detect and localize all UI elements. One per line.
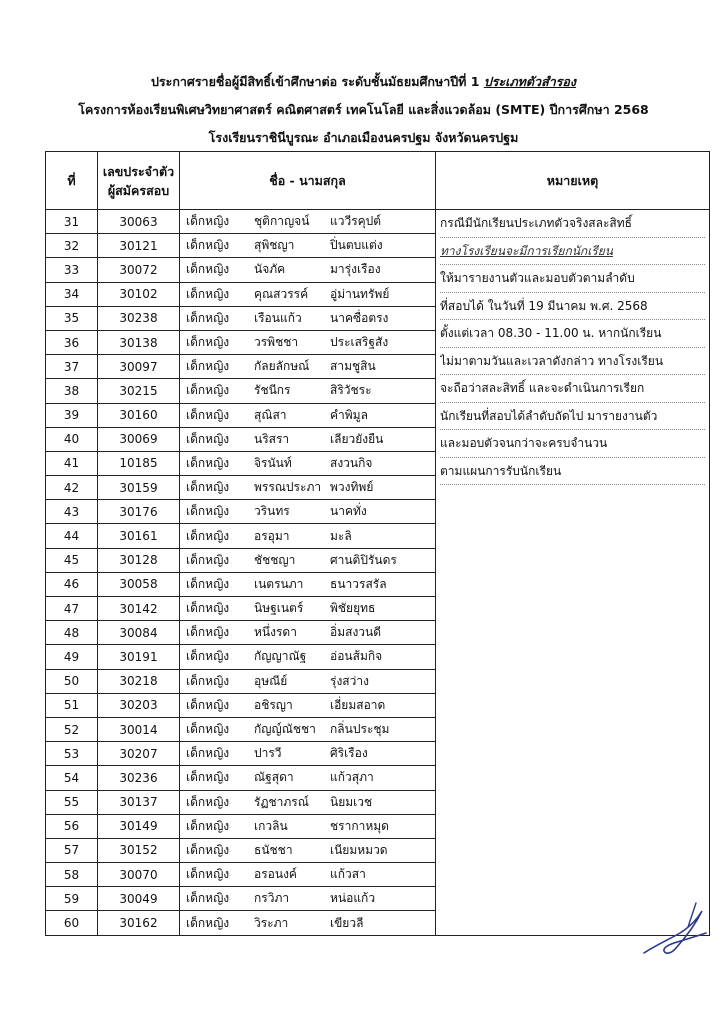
name-first: กัญญ์ณัชชา: [254, 722, 316, 737]
name-title: เด็กหญิง: [186, 673, 230, 688]
name-first: นริสรา: [254, 431, 290, 446]
row-number: 47: [46, 597, 98, 621]
name-last: เอี่ยมสอาด: [330, 697, 386, 712]
row-number: 49: [46, 645, 98, 669]
row-number: 58: [46, 863, 98, 887]
name-first: วิระภา: [254, 915, 289, 930]
applicant-id: 30072: [98, 258, 180, 282]
applicant-name: [180, 258, 436, 282]
name-title: เด็กหญิง: [186, 455, 230, 470]
applicant-name: [180, 234, 436, 258]
table-row: [46, 210, 710, 234]
name-first: หนึ่งรดา: [254, 625, 297, 640]
applicant-name: [180, 572, 436, 596]
row-number: 35: [46, 306, 98, 330]
name-last: พวงทิพย์: [330, 480, 374, 495]
name-last: เนียมหมวด: [330, 842, 388, 857]
applicant-id: 30014: [98, 717, 180, 741]
name-title: เด็กหญิง: [186, 214, 230, 229]
name-first: รัชนีกร: [254, 383, 291, 398]
applicant-name: [180, 427, 436, 451]
name-title: เด็กหญิง: [186, 697, 230, 712]
applicant-id: 30049: [98, 887, 180, 911]
header-remark: หมายเหตุ: [436, 152, 710, 210]
applicant-id: 30191: [98, 645, 180, 669]
applicant-name: [180, 645, 436, 669]
row-number: 34: [46, 282, 98, 306]
name-title: เด็กหญิง: [186, 842, 230, 857]
row-number: 57: [46, 838, 98, 862]
applicant-name: [180, 766, 436, 790]
name-last: นิยมเวช: [330, 794, 373, 809]
remark-line: ทางโรงเรียนจะมีการเรียกนักเรียน: [440, 238, 705, 266]
name-title: เด็กหญิง: [186, 431, 230, 446]
name-first: วรพิชชา: [254, 335, 299, 350]
applicant-name: [180, 790, 436, 814]
applicant-id: 10185: [98, 451, 180, 475]
applicant-id: 30162: [98, 911, 180, 935]
name-title: เด็กหญิง: [186, 552, 230, 567]
remark-line: จะถือว่าสละสิทธิ์ และจะดำเนินการเรียก: [440, 375, 705, 403]
name-title: เด็กหญิง: [186, 359, 230, 374]
name-title: เด็กหญิง: [186, 528, 230, 543]
applicant-id: 30097: [98, 355, 180, 379]
name-title: เด็กหญิง: [186, 891, 230, 906]
name-title: เด็กหญิง: [186, 867, 230, 882]
name-last: ชรากาหมุด: [330, 818, 389, 833]
header-applicant-id: [98, 152, 180, 210]
name-title: เด็กหญิง: [186, 238, 230, 253]
name-last: หน่อแก้ว: [330, 891, 376, 906]
applicant-id: 30069: [98, 427, 180, 451]
row-number: 54: [46, 766, 98, 790]
name-first: อชิรญา: [254, 697, 293, 712]
header-name: ชื่อ - นามสกุล: [180, 152, 436, 210]
name-title: เด็กหญิง: [186, 722, 230, 737]
row-number: 53: [46, 742, 98, 766]
applicant-id: 30207: [98, 742, 180, 766]
name-first: กรวิภา: [254, 891, 290, 906]
name-last: นาคซื่อตรง: [330, 310, 389, 325]
header-id-line-1: เลขประจำตัว: [102, 163, 175, 179]
name-last: สามชูสิน: [330, 359, 376, 374]
name-first: ธนัชชา: [254, 842, 293, 857]
applicant-name: [180, 693, 436, 717]
name-last: สงวนกิจ: [330, 455, 373, 470]
applicant-name: [180, 500, 436, 524]
applicant-name: [180, 403, 436, 427]
applicant-id: 30152: [98, 838, 180, 862]
name-first: นิษฐเนตร์: [254, 601, 304, 616]
applicant-name: [180, 330, 436, 354]
name-first: พรรณประภา: [254, 480, 322, 495]
name-first: วรินทร: [254, 504, 290, 519]
name-first: เกวลิน: [254, 818, 288, 833]
announcement-title: [0, 72, 727, 92]
name-last: มารุ่งเรือง: [330, 262, 381, 277]
applicant-name: [180, 379, 436, 403]
applicant-id: 30238: [98, 306, 180, 330]
program-title: โครงการห้องเรียนพิเศษวิทยาศาสตร์ คณิตศาสตร์ เทคโนโลยี และสิ่งแวดล้อม (SMTE) ปีการศึกษา 2568: [78, 102, 649, 117]
name-last: คำพิมูล: [330, 407, 368, 422]
applicant-name: [180, 210, 436, 234]
applicant-id: 30159: [98, 476, 180, 500]
name-title: เด็กหญิง: [186, 480, 230, 495]
signature: [636, 893, 716, 963]
name-first: กัลยลักษณ์: [254, 359, 310, 374]
name-last: รุ่งสว่าง: [330, 673, 369, 688]
applicant-name: [180, 548, 436, 572]
name-first: สุพิชญา: [254, 238, 295, 253]
remark-cell: [436, 210, 710, 936]
remark-line: กรณีมีนักเรียนประเภทตัวจริงสละสิทธิ์: [440, 210, 705, 238]
name-first: คุณสวรรค์: [254, 286, 309, 301]
applicant-name: [180, 597, 436, 621]
name-last: กลิ่นประชุม: [330, 722, 390, 737]
applicant-name: [180, 306, 436, 330]
name-last: ศานติปิรันดร: [330, 552, 397, 567]
name-first: ชุติกาญจน์: [254, 214, 310, 229]
name-title: เด็กหญิง: [186, 407, 230, 422]
row-number: 59: [46, 887, 98, 911]
applicant-id: 30128: [98, 548, 180, 572]
applicant-id: 30063: [98, 210, 180, 234]
title-line-1: ประกาศรายชื่อผู้มีสิทธิ์เข้าศึกษาต่อ ระดับชั้นมัธยมศึกษาปีที่ 1: [150, 74, 480, 89]
applicant-id: 30161: [98, 524, 180, 548]
applicant-id: 30058: [98, 572, 180, 596]
name-first: จิรนันท์: [254, 455, 292, 470]
name-title: เด็กหญิง: [186, 649, 230, 664]
name-last: อู่ม่านทรัพย์: [330, 286, 390, 301]
name-first: เนตรนภา: [254, 576, 304, 591]
applicant-id: 30236: [98, 766, 180, 790]
applicant-id: 30138: [98, 330, 180, 354]
header-no: ที่: [46, 152, 98, 210]
name-title: เด็กหญิง: [186, 335, 230, 350]
row-number: 32: [46, 234, 98, 258]
name-last: อิ่มสงวนดี: [330, 625, 382, 640]
header-id-line-2: ผู้สมัครสอบ: [107, 182, 170, 198]
name-last: สิริวัชระ: [330, 383, 372, 398]
name-first: ณัฐสุดา: [254, 770, 294, 785]
row-number: 37: [46, 355, 98, 379]
row-number: 55: [46, 790, 98, 814]
name-first: อรอุมา: [254, 528, 290, 543]
applicant-name: [180, 814, 436, 838]
row-number: 51: [46, 693, 98, 717]
row-number: 38: [46, 379, 98, 403]
remark-line: ไม่มาตามวันและเวลาดังกล่าว ทางโรงเรียน: [440, 348, 705, 376]
name-last: นาคทั่ง: [330, 504, 367, 519]
applicant-name: [180, 911, 436, 935]
applicant-name: [180, 742, 436, 766]
applicant-name: [180, 838, 436, 862]
applicant-id: 30142: [98, 597, 180, 621]
applicant-id: 30149: [98, 814, 180, 838]
row-number: 52: [46, 717, 98, 741]
name-last: ศิริเรือง: [330, 746, 368, 761]
name-first: รัฏชาภรณ์: [254, 794, 309, 809]
name-title: เด็กหญิง: [186, 915, 230, 930]
applicant-name: [180, 355, 436, 379]
name-first: กัญญาณัฐ: [254, 649, 307, 664]
applicant-id: 30218: [98, 669, 180, 693]
name-title: เด็กหญิง: [186, 794, 230, 809]
name-first: สุณิสา: [254, 407, 287, 422]
row-number: 40: [46, 427, 98, 451]
remark-line: นักเรียนที่สอบได้ลำดับถัดไป มารายงานตัว: [440, 403, 705, 431]
name-title: เด็กหญิง: [186, 576, 230, 591]
name-title: เด็กหญิง: [186, 818, 230, 833]
applicant-id: 30102: [98, 282, 180, 306]
name-last: แก้วสา: [330, 867, 366, 882]
applicant-id: 30215: [98, 379, 180, 403]
remark-line: และมอบตัวจนกว่าจะครบจำนวน: [440, 430, 705, 458]
name-last: ธนาวรสรัล: [330, 576, 387, 591]
applicant-name: [180, 524, 436, 548]
applicant-name: [180, 863, 436, 887]
name-first: ชัชชญา: [254, 552, 296, 567]
row-number: 45: [46, 548, 98, 572]
applicant-name: [180, 621, 436, 645]
candidate-table: [45, 151, 710, 936]
row-number: 33: [46, 258, 98, 282]
table-header-row: [46, 152, 710, 210]
row-number: 31: [46, 210, 98, 234]
name-last: พิชัยยุทธ: [330, 601, 376, 616]
applicant-id: 30070: [98, 863, 180, 887]
applicant-name: [180, 669, 436, 693]
applicant-name: [180, 476, 436, 500]
row-number: 44: [46, 524, 98, 548]
name-last: ประเสริฐสัง: [330, 335, 389, 350]
name-title: เด็กหญิง: [186, 504, 230, 519]
name-first: อรอนงค์: [254, 867, 297, 882]
name-last: เลียวยังยืน: [330, 431, 384, 446]
row-number: 60: [46, 911, 98, 935]
name-title: เด็กหญิง: [186, 262, 230, 277]
applicant-name: [180, 717, 436, 741]
row-number: 56: [46, 814, 98, 838]
name-last: อ่อนส้มกิจ: [330, 649, 383, 664]
applicant-id: 30121: [98, 234, 180, 258]
name-last: เขียวลี: [330, 915, 364, 930]
remark-line: ให้มารายงานตัวและมอบตัวตามลำดับ: [440, 265, 705, 293]
name-title: เด็กหญิง: [186, 286, 230, 301]
name-title: เด็กหญิง: [186, 770, 230, 785]
row-number: 43: [46, 500, 98, 524]
school-title: โรงเรียนราชินีบูรณะ อำเภอเมืองนครปฐม จังหวัดนครปฐม: [208, 130, 519, 145]
name-last: ปิ่นตบแต่ง: [330, 238, 383, 253]
applicant-name: [180, 282, 436, 306]
name-title: เด็กหญิง: [186, 383, 230, 398]
row-number: 42: [46, 476, 98, 500]
row-number: 50: [46, 669, 98, 693]
applicant-id: 30203: [98, 693, 180, 717]
row-number: 46: [46, 572, 98, 596]
row-number: 48: [46, 621, 98, 645]
row-number: 41: [46, 451, 98, 475]
student-type: ประเภทตัวสำรอง: [483, 74, 577, 89]
applicant-id: 30137: [98, 790, 180, 814]
name-last: แก้วสุภา: [330, 770, 374, 785]
applicant-name: [180, 451, 436, 475]
remark-line: ที่สอบได้ ในวันที่ 19 มีนาคม พ.ศ. 2568: [440, 293, 705, 321]
row-number: 39: [46, 403, 98, 427]
remark-line: ตามแผนการรับนักเรียน: [440, 458, 705, 486]
name-first: นัจภัค: [254, 262, 286, 277]
name-last: แววีรคุปต์: [330, 214, 382, 229]
remark-line: ตั้งแต่เวลา 08.30 - 11.00 น. หากนักเรียน: [440, 320, 705, 348]
name-title: เด็กหญิง: [186, 625, 230, 640]
name-first: อุษณีย์: [254, 673, 288, 688]
name-first: ปารวี: [254, 746, 282, 761]
applicant-name: [180, 887, 436, 911]
row-number: 36: [46, 330, 98, 354]
name-last: มะลิ: [330, 528, 352, 543]
name-first: เรือนแก้ว: [254, 310, 302, 325]
applicant-id: 30160: [98, 403, 180, 427]
name-title: เด็กหญิง: [186, 746, 230, 761]
applicant-id: 30084: [98, 621, 180, 645]
name-title: เด็กหญิง: [186, 601, 230, 616]
applicant-id: 30176: [98, 500, 180, 524]
name-title: เด็กหญิง: [186, 310, 230, 325]
